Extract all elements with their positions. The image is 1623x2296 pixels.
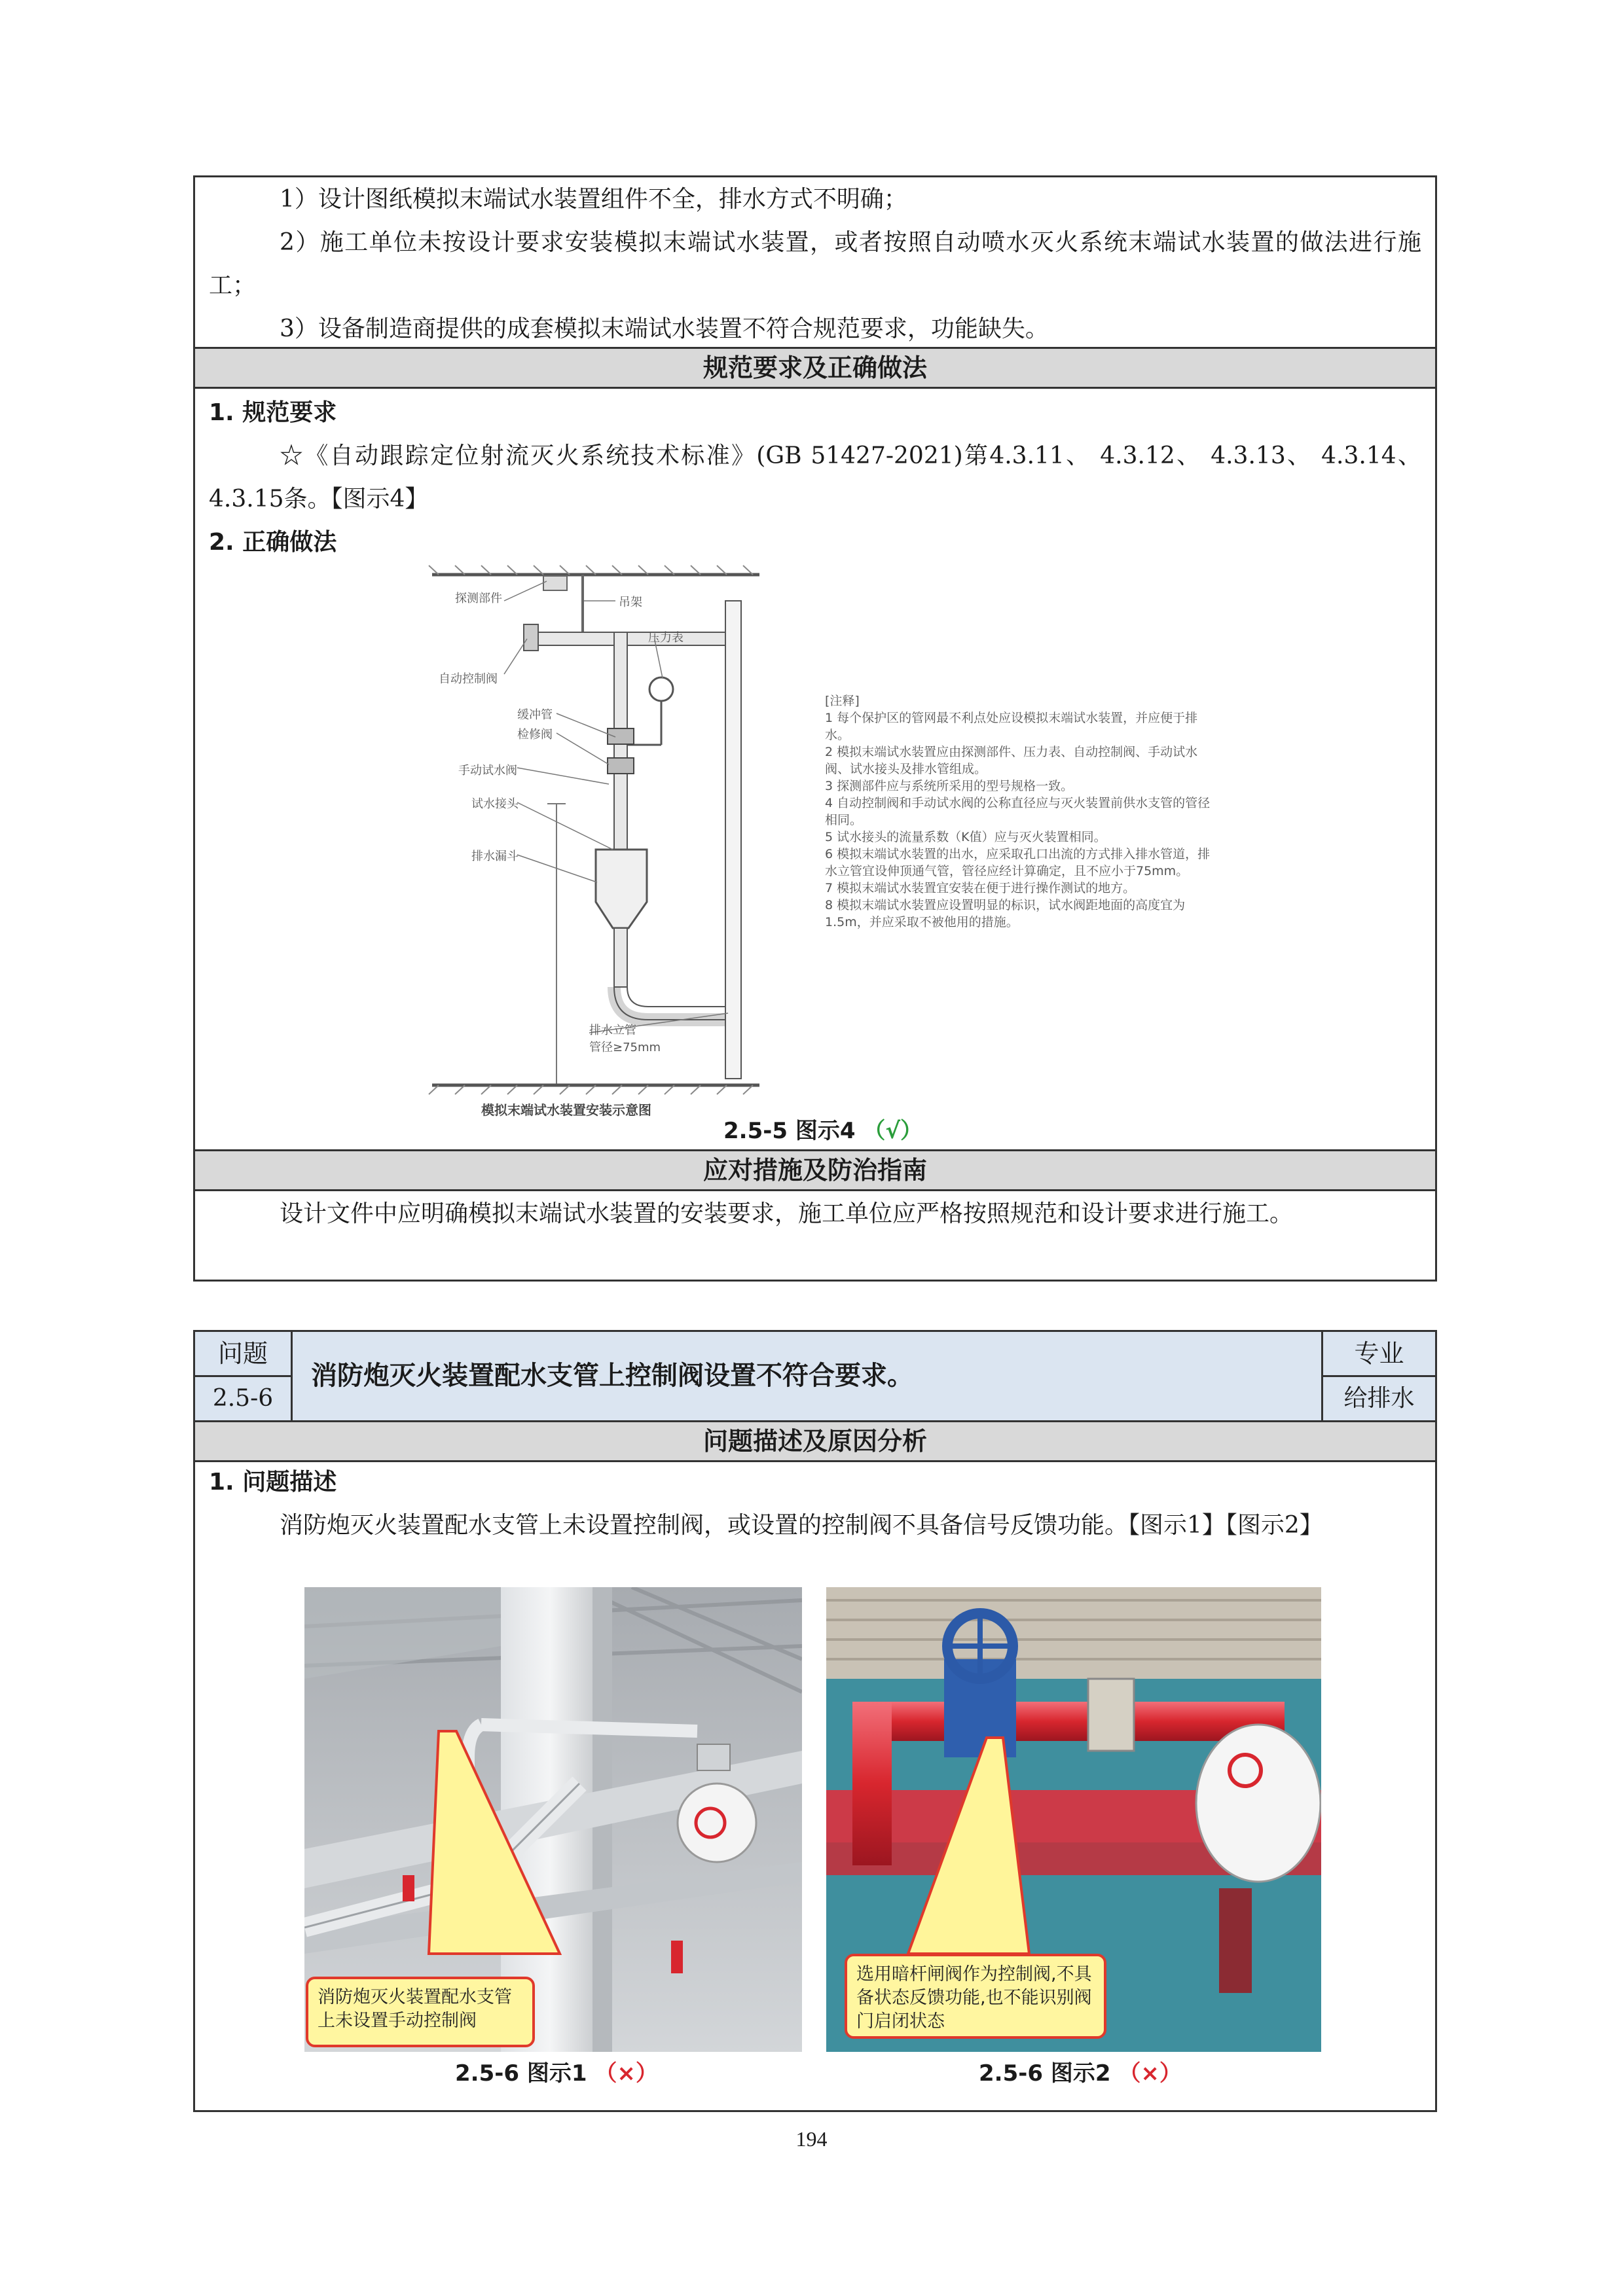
photo1-caption [455, 2055, 658, 2087]
figure4-caption-text: 2.5-5 图示4 [723, 1118, 856, 1144]
diagram-label-hanger: 吊架 [619, 596, 642, 609]
note-item: 4 自动控制阀和手动试水阀的公称直径应与灭火装置前供水支管的管径相同。 [825, 796, 1211, 827]
correct-title: 2. 正确做法 [209, 529, 337, 556]
cause-item-2: 2）施工单位未按设计要求安装模拟末端试水装置，或者按照自动喷水灭火系统末端试水装置的做法进行施工； [209, 229, 1421, 299]
diagram-title: 模拟末端试水装置安装示意图 [481, 1102, 651, 1118]
diagram-label-buffer: 缓冲管 [517, 708, 553, 722]
specialty-value: 给排水 [1343, 1385, 1415, 1412]
cause-list [193, 178, 1437, 351]
cross-icon: （×） [594, 2060, 658, 2087]
desc-text: 消防炮灭火装置配水支管上未设置控制阀，或设置的控制阀不具备信号反馈功能。【图示1】【图示2】 [280, 1512, 1323, 1539]
spec-title: 1. 规范要求 [209, 399, 337, 426]
spec-block [193, 391, 1437, 564]
photo2-caption [979, 2055, 1182, 2087]
diagram-label-auto-valve: 自动控制阀 [439, 672, 498, 686]
problem-id-cell [193, 1375, 293, 1422]
diagram-label-gauge: 压力表 [648, 631, 684, 645]
diagram-label-manual-valve: 手动试水阀 [458, 764, 517, 778]
problem-title-cell [291, 1330, 1323, 1422]
cross-icon: （×） [1118, 2060, 1182, 2087]
funnel-shape [596, 850, 647, 928]
note-item: 8 模拟末端试水装置应设置明显的标识，试水阀距地面的高度宜为1.5m，并应采取不被他用的措施。 [825, 898, 1186, 929]
note-item: 3 探测部件应与系统所采用的型号规格一致。 [825, 779, 1074, 793]
diagram-label-standpipe: 排水立管 [589, 1024, 636, 1037]
check-icon: （√） [863, 1118, 923, 1144]
header-spec: 规范要求及正确做法 [193, 347, 1437, 389]
detector-shape [543, 576, 567, 590]
photo1-caption-text: 2.5-6 图示1 [455, 2060, 587, 2087]
diagram-notes [825, 692, 1218, 931]
notes-title: [注释] [825, 694, 860, 708]
supply-pipe [530, 632, 727, 645]
photo2 [826, 1587, 1321, 2052]
figure4-caption [723, 1113, 922, 1145]
page-number: 194 [795, 2127, 828, 2151]
photo2-caption-text: 2.5-6 图示2 [979, 2060, 1111, 2087]
problem-title: 消防炮灭火装置配水支管上控制阀设置不符合要求。 [311, 1361, 913, 1391]
photo2-callout: 选用暗杆闸阀作为控制阀,不具备状态反馈功能,也不能识别阀门启闭状态 [845, 1954, 1106, 2039]
description-block [193, 1461, 1437, 1547]
diagram-label-funnel: 排水漏斗 [471, 850, 519, 863]
cause-item-3: 3）设备制造商提供的成套模拟末端试水装置不符合规范要求，功能缺失。 [280, 315, 1049, 342]
diagram-label-service-valve: 检修阀 [517, 728, 553, 742]
drain-standpipe [725, 601, 741, 1079]
problem-label: 问题 [217, 1339, 268, 1368]
diagram-label-detector: 探测部件 [455, 592, 502, 605]
specialty-value-cell [1321, 1375, 1437, 1422]
note-item: 5 试水接头的流量系数（K值）应与灭火装置相同。 [825, 830, 1106, 844]
cause-item-1: 1）设计图纸模拟末端试水装置组件不全，排水方式不明确； [280, 186, 907, 213]
specialty-label-cell [1321, 1330, 1437, 1377]
note-item: 1 每个保护区的管网最不利点处应设模拟末端试水装置，并应便于排水。 [825, 711, 1198, 742]
measures-text: 设计文件中应明确模拟末端试水装置的安装要求，施工单位应严格按照规范和设计要求进行施工。 [280, 1200, 1294, 1227]
note-item: 2 模拟末端试水装置应由探测部件、压力表、自动控制阀、手动试水阀、试水接头及排水管组成。 [825, 745, 1198, 776]
note-item: 6 模拟末端试水装置的出水，应采取孔口出流的方式排入排水管道，排水立管宜设伸顶通气管，管径应经计算确定，且不应小于75mm。 [825, 847, 1211, 878]
problem-label-cell [193, 1330, 293, 1377]
specialty-label: 专业 [1354, 1339, 1404, 1368]
problem-id: 2.5-6 [212, 1385, 274, 1412]
pressure-gauge-shape [649, 677, 673, 701]
header-description: 问题描述及原因分析 [193, 1420, 1437, 1462]
measures-block [193, 1193, 1437, 1236]
diagram-label-connector: 试水接头 [471, 797, 519, 811]
desc-title: 1. 问题描述 [209, 1469, 337, 1496]
photo1 [304, 1587, 802, 2052]
diagram-label-diameter: 管径≥75mm [589, 1041, 661, 1054]
header-measures: 应对措施及防治指南 [193, 1149, 1437, 1191]
note-item: 7 模拟末端试水装置宜安装在便于进行操作测试的地方。 [825, 881, 1136, 895]
spec-text: ☆《自动跟踪定位射流灭火系统技术标准》(GB 51427-2021)第4.3.11、 4.3.12、 4.3.13、 4.3.14、 4.3.15条。【图示4】 [209, 442, 1421, 512]
installation-diagram [419, 562, 1231, 1118]
photo1-callout: 消防炮灭火装置配水支管上未设置手动控制阀 [306, 1977, 535, 2047]
